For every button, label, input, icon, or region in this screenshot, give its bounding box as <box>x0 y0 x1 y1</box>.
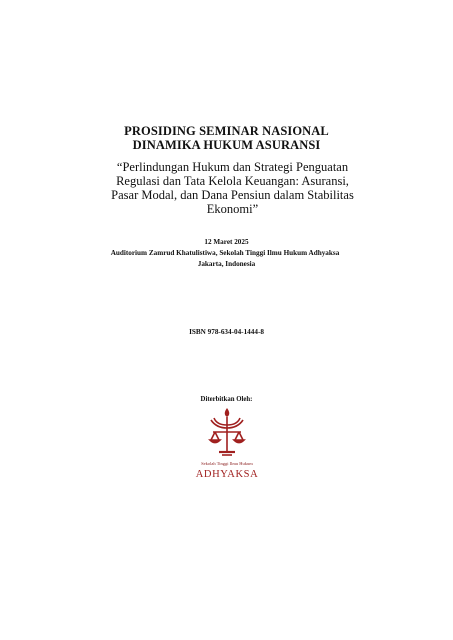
logo-name: ADHYAKSA <box>195 469 259 480</box>
logo-small-text: Sekolah Tinggi Ilmu Hukum <box>201 461 253 466</box>
document-subtitle: “Perlindungan Hukum dan Strategi Penguatan Regulasi dan Tata Kelola Keuangan: Asuransi, Pasar Modal, dan Dana Pensiun dalam Stabilitas Ekonomi” <box>111 160 354 216</box>
isbn-number: ISBN 978-634-04-1444-8 <box>189 328 264 336</box>
event-details <box>0 237 453 270</box>
title-line-1: PROSIDING SEMINAR NASIONAL <box>124 124 329 138</box>
title-line-2: DINAMIKA HUKUM ASURANSI <box>132 138 321 152</box>
publisher-logo <box>186 406 268 488</box>
event-venue: Auditorium Zamrud Khatulistiwa, Sekolah Tinggi Ilmu Hukum Adhyaksa <box>110 249 340 257</box>
publisher-label: Diterbitkan Oleh: <box>200 396 253 403</box>
scales-of-justice-emblem-icon <box>201 406 253 458</box>
event-date: 12 Maret 2025 <box>204 238 249 246</box>
event-location: Jakarta, Indonesia <box>197 260 256 268</box>
document-title <box>0 124 453 152</box>
